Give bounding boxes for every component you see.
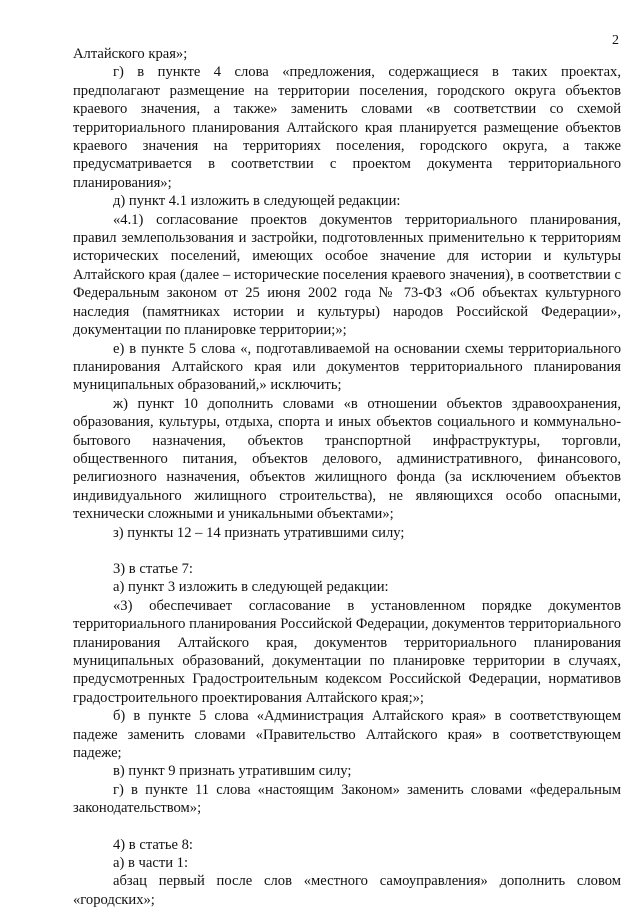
paragraph-item-e: е) в пункте 5 слова «, подготавливаемой на основании схемы территориального планирования Алтайского края или документов территориального планирования муниципальных образований,» исключить; bbox=[73, 340, 621, 394]
document-body bbox=[73, 45, 621, 909]
paragraph-item-d: д) пункт 4.1 изложить в следующей редакции: bbox=[113, 193, 401, 210]
paragraph-article-7-item-a: а) пункт 3 изложить в следующей редакции: bbox=[113, 579, 389, 596]
paragraph-article-8-first-abzac: абзац первый после слов «местного самоуправления» дополнить словом «городских»; bbox=[73, 873, 621, 908]
paragraph-item-zh: ж) пункт 10 дополнить словами «в отношении объектов здравоохранения, образования, культуры, отдыха, спорта и иных объектов социального и коммунально-бытового назначения, объектов транспортной инфраструктуры, торговли, общественного питания, объектов делового, административного, финансового, религиозного назначения, объектов жилищного фонда (за исключением объектов индивидуального жилищного строительства), не являющихся особо опасными, технически сложными и уникальными объектами»; bbox=[73, 395, 621, 523]
paragraph-quote-4-1: «4.1) согласование проектов документов территориального планирования, правил землепользования и застройки, подготовленных применительно к территориям исторических поселений, имеющих особое значение для истории и культуры Алтайского края (далее – исторические поселения краевого значения), в соответствии с Федеральным законом от 25 июня 2002 года № 73-ФЗ «Об объектах культурного наследия (памятниках истории и культуры) народов Российской Федерации», документации по планировке территории;»; bbox=[73, 211, 621, 339]
paragraph-article-7-quote-3: «3) обеспечивает согласование в установленном порядке документов территориального планирования Российской Федерации, документов территориального планирования Алтайского края, документов территориального планирования муниципальных образований, документации по планировке территории в случаях, предусмотренных Градостроительным кодексом Российской Федерации, нормативов градостроительного проектирования Алтайского края;»; bbox=[73, 597, 621, 706]
paragraph-article-8-item-a: а) в части 1: bbox=[113, 855, 189, 872]
section-article-8-heading: 4) в статье 8: bbox=[113, 836, 193, 853]
paragraph-article-7-item-b: б) в пункте 5 слова «Администрация Алтайского края» в соответствующем падеже заменить словами «Правительство Алтайского края» в соответствующем падеже; bbox=[73, 708, 621, 762]
paragraph-item-z: з) пункты 12 – 14 признать утратившими силу; bbox=[113, 524, 405, 541]
paragraph-item-g: г) в пункте 4 слова «предложения, содержащиеся в таких проектах, предполагают размещение на территории поселения, городского округа объектов краевого значения, а также» заменить словами «в соответствии со схемой территориального планирования Алтайского края планируется размещение объектов краевого значения на территориях поселения, городского округа, а также предусматривается в соответствии с проектом документа территориального планирования»; bbox=[73, 64, 621, 191]
paragraph-article-7-item-v: в) пункт 9 признать утратившим силу; bbox=[113, 763, 352, 780]
paragraph-article-7-item-g: г) в пункте 11 слова «настоящим Законом» заменить словами «федеральным законодательством»; bbox=[73, 781, 621, 817]
section-article-7-heading: 3) в статье 7: bbox=[113, 560, 193, 577]
page-number: 2 bbox=[612, 33, 619, 48]
paragraph-continuation: Алтайского края»; bbox=[73, 46, 188, 62]
